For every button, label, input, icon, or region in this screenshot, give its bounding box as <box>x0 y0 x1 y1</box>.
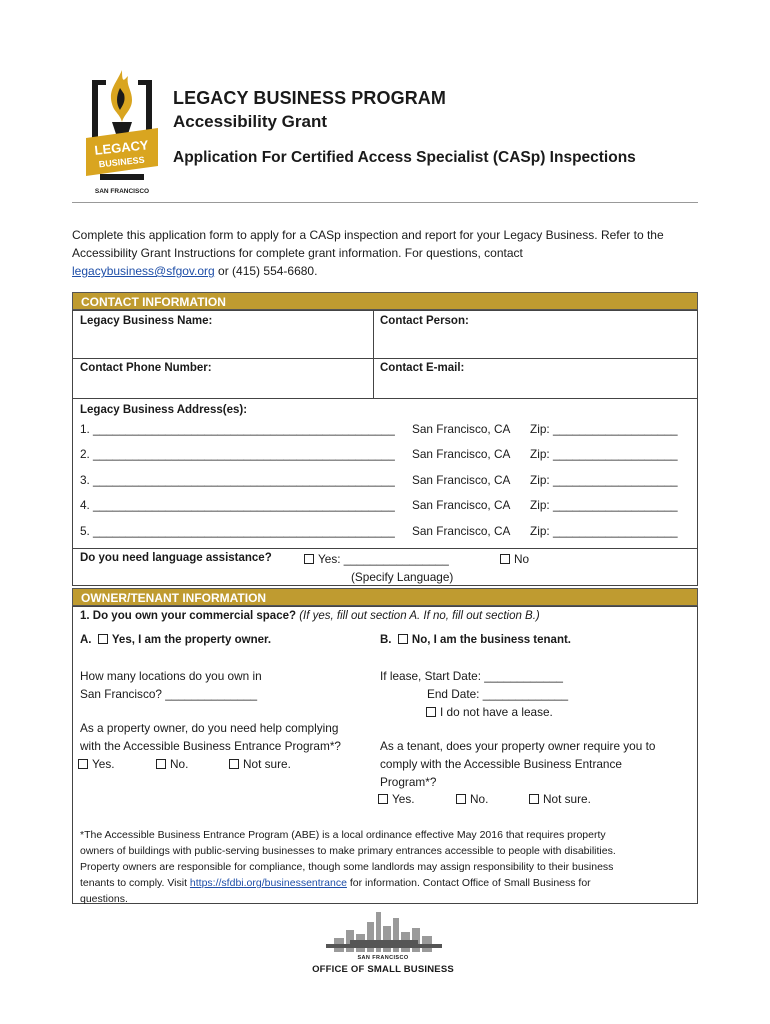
owner-yes-checkbox[interactable] <box>78 759 88 769</box>
intro-line-2: Accessibility Grant Instructions for complete grant information. For questions, contact <box>72 246 523 260</box>
tenant-notsure-checkbox[interactable] <box>529 794 539 804</box>
option-a-checkbox[interactable] <box>98 634 108 644</box>
lease-end-date[interactable]: End Date: _____________ <box>427 687 569 701</box>
address-zip[interactable]: Zip: ___________________ <box>530 498 678 512</box>
program-subtitle: Accessibility Grant <box>173 112 328 131</box>
address-num: 3. <box>80 473 90 487</box>
tenant-no-checkbox[interactable] <box>456 794 466 804</box>
logo-text-top: LEGACY <box>93 137 150 158</box>
logo-text-bottom: SAN FRANCISCO <box>94 188 150 195</box>
address-label: Legacy Business Address(es): <box>80 404 248 416</box>
address-num: 2. <box>80 447 90 461</box>
legacy-business-logo <box>86 66 158 196</box>
tenant-question-line1: As a tenant, does your property owner require you to <box>380 739 656 753</box>
language-yes-checkbox[interactable] <box>304 554 314 564</box>
owner-help-line2: with the Accessible Business Entrance Program*? <box>80 739 341 753</box>
form-title: Application For Certified Access Specialist (CASp) Inspections <box>173 149 636 166</box>
lease-start-date[interactable]: If lease, Start Date: ____________ <box>380 669 563 683</box>
tenant-question-line2: comply with the Accessible Business Entrance <box>380 757 622 771</box>
own-space-question-note: (If yes, fill out section A. If no, fill out section B.) <box>296 610 540 622</box>
tenant-yes-checkbox[interactable] <box>378 794 388 804</box>
footnote-line <box>80 875 680 891</box>
owner-notsure-label: Not sure. <box>243 757 291 771</box>
footnote-line: *The Accessible Business Entrance Program (ABE) is a local ordinance effective May 2016 that requires property <box>80 829 606 841</box>
tenant-notsure-option[interactable] <box>529 792 591 806</box>
language-no-option[interactable] <box>500 552 529 566</box>
owner-notsure-checkbox[interactable] <box>229 759 239 769</box>
contact-email-label: Contact E-mail: <box>380 362 465 374</box>
address-city: San Francisco, CA <box>412 524 511 538</box>
business-name-label: Legacy Business Name: <box>80 315 213 327</box>
address-num: 4. <box>80 498 90 512</box>
tenant-yes-label: Yes. <box>392 792 415 806</box>
tenant-notsure-label: Not sure. <box>543 792 591 806</box>
footnote-line: questions. <box>80 893 128 905</box>
intro-paragraph <box>72 226 702 280</box>
option-b-prefix: B. <box>380 634 392 646</box>
tenant-question-line3: Program*? <box>380 775 437 789</box>
language-yes-label: Yes: ________________ <box>318 552 449 566</box>
osb-sub-label: SAN FRANCISCO <box>357 955 409 961</box>
footnote-text: for information. Contact Office of Small Business for <box>346 877 591 889</box>
owner-help-line1: As a property owner, do you need help complying <box>80 721 339 735</box>
contact-phone-text: or (415) 554-6680. <box>214 264 318 278</box>
contact-section-header: CONTACT INFORMATION <box>72 292 698 310</box>
option-a-label: Yes, I am the property owner. <box>111 634 272 646</box>
address-zip[interactable]: Zip: ___________________ <box>530 524 678 538</box>
owner-yes-option[interactable] <box>78 757 115 771</box>
no-lease-checkbox[interactable] <box>426 707 436 717</box>
language-no-label: No <box>514 552 530 566</box>
intro-line-1: Complete this application form to apply for a CASp inspection and report for your Legacy Business. Refer to the <box>72 228 664 242</box>
option-b-label: No, I am the business tenant. <box>411 634 572 646</box>
contact-person-label: Contact Person: <box>380 315 469 327</box>
owner-no-checkbox[interactable] <box>156 759 166 769</box>
locations-question-line2[interactable]: San Francisco? ______________ <box>80 687 258 701</box>
contact-phone-label: Contact Phone Number: <box>80 362 212 374</box>
osb-main-label: OFFICE OF SMALL BUSINESS <box>312 964 454 975</box>
tenant-no-label: No. <box>470 792 489 806</box>
owner-no-option[interactable] <box>156 757 188 771</box>
own-space-question-text: 1. Do you own your commercial space? <box>80 610 297 622</box>
address-blank[interactable]: ______________________________________________ <box>93 498 395 512</box>
address-num: 5. <box>80 524 90 538</box>
page-header <box>173 88 636 167</box>
no-lease-option[interactable] <box>426 705 553 719</box>
language-no-checkbox[interactable] <box>500 554 510 564</box>
address-city: San Francisco, CA <box>412 422 511 436</box>
address-blank[interactable]: ______________________________________________ <box>93 473 395 487</box>
address-city: San Francisco, CA <box>412 498 511 512</box>
header-divider <box>72 202 698 203</box>
option-a-owner[interactable] <box>80 634 271 646</box>
footnote-text: tenants to comply. Visit <box>80 877 190 889</box>
address-city: San Francisco, CA <box>412 473 511 487</box>
footnote-line: Property owners are responsible for compliance, though some landlords may assign responsibility to their business <box>80 861 614 873</box>
address-city: San Francisco, CA <box>412 447 511 461</box>
address-zip[interactable]: Zip: ___________________ <box>530 473 678 487</box>
option-a-prefix: A. <box>80 634 92 646</box>
no-lease-label: I do not have a lease. <box>440 705 553 719</box>
contact-email-link[interactable]: legacybusiness@sfgov.org <box>72 264 215 278</box>
option-b-checkbox[interactable] <box>398 634 408 644</box>
option-b-tenant[interactable] <box>380 634 571 646</box>
owner-notsure-option[interactable] <box>229 757 291 771</box>
owner-yes-label: Yes. <box>92 757 115 771</box>
language-yes-option[interactable] <box>304 552 449 566</box>
address-num: 1. <box>80 422 90 436</box>
address-zip[interactable]: Zip: ___________________ <box>530 447 678 461</box>
address-blank[interactable]: ______________________________________________ <box>93 447 395 461</box>
abe-program-link[interactable]: https://sfdbi.org/businessentrance <box>189 877 347 889</box>
locations-question-line1: How many locations do you own in <box>80 669 262 683</box>
owner-no-label: No. <box>170 757 189 771</box>
address-zip[interactable]: Zip: ___________________ <box>530 422 678 436</box>
abe-footnote <box>80 827 680 907</box>
tenant-no-option[interactable] <box>456 792 488 806</box>
address-blank[interactable]: ______________________________________________ <box>93 422 395 436</box>
language-question: Do you need language assistance? <box>80 552 272 564</box>
owner-section-header: OWNER/TENANT INFORMATION <box>72 588 698 606</box>
address-blank[interactable]: ______________________________________________ <box>93 524 395 538</box>
tenant-yes-option[interactable] <box>378 792 415 806</box>
footnote-line: owners of buildings with public-serving businesses to make primary entrances accessible to people with disabilities. <box>80 845 616 857</box>
logo-text-mid: BUSINESS <box>98 154 146 170</box>
specify-language-label: (Specify Language) <box>351 570 454 584</box>
own-space-question <box>80 610 540 622</box>
program-title: LEGACY BUSINESS PROGRAM <box>173 88 447 108</box>
